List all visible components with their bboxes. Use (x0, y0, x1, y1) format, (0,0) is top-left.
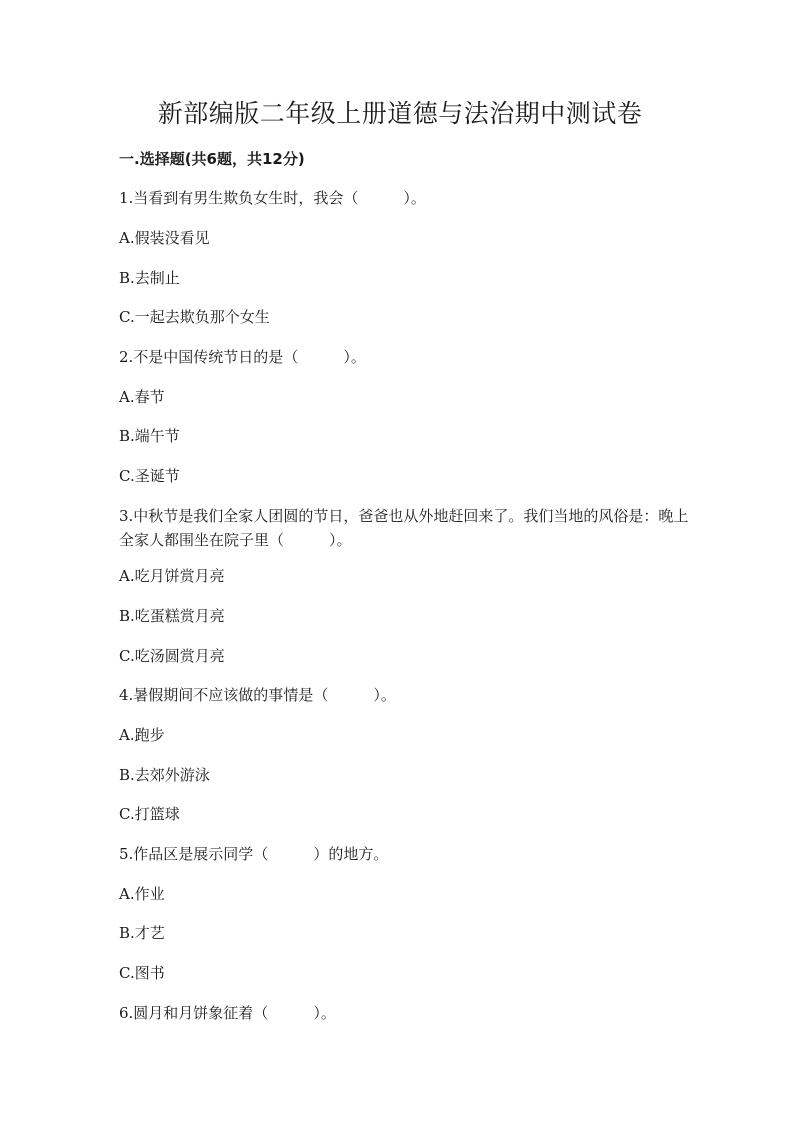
question-1-option-a: A.假装没看见 (119, 229, 210, 247)
question-2-option-b: B.端午节 (119, 427, 180, 445)
question-6-stem: 6.圆月和月饼象征着（ ）。 (119, 1004, 336, 1022)
question-3-option-c: C.吃汤圆赏月亮 (119, 647, 225, 665)
question-2-option-c: C.圣诞节 (119, 467, 180, 485)
question-4-option-c: C.打篮球 (119, 805, 180, 823)
question-5-option-c: C.图书 (119, 964, 165, 982)
question-1-option-b: B.去制止 (119, 269, 180, 287)
question-1-option-c: C.一起去欺负那个女生 (119, 308, 270, 326)
question-5-option-b: B.才艺 (119, 924, 165, 942)
question-4-option-a: A.跑步 (119, 726, 165, 744)
question-3-option-b: B.吃蛋糕赏月亮 (119, 607, 225, 625)
question-5-stem: 5.作品区是展示同学（ ）的地方。 (119, 845, 389, 863)
page-title: 新部编版二年级上册道德与法治期中测试卷 (157, 99, 643, 128)
question-3-option-a: A.吃月饼赏月亮 (119, 567, 225, 585)
question-1-stem: 1.当看到有男生欺负女生时，我会（ ）。 (119, 189, 426, 207)
question-2-stem: 2.不是中国传统节日的是（ ）。 (119, 348, 366, 366)
question-3-stem: 3.中秋节是我们全家人团圆的节日，爸爸也从外地赶回来了。我们当地的风俗是：晚上全家人都围坐在院子里（ ）。 (119, 507, 689, 549)
question-5-option-a: A.作业 (119, 885, 165, 903)
section-heading: 一.选择题(共6题，共12分) (119, 150, 305, 168)
question-4-option-b: B.去郊外游泳 (119, 766, 210, 784)
question-4-stem: 4.暑假期间不应该做的事情是（ ）。 (119, 686, 396, 704)
question-2-option-a: A.春节 (119, 388, 165, 406)
